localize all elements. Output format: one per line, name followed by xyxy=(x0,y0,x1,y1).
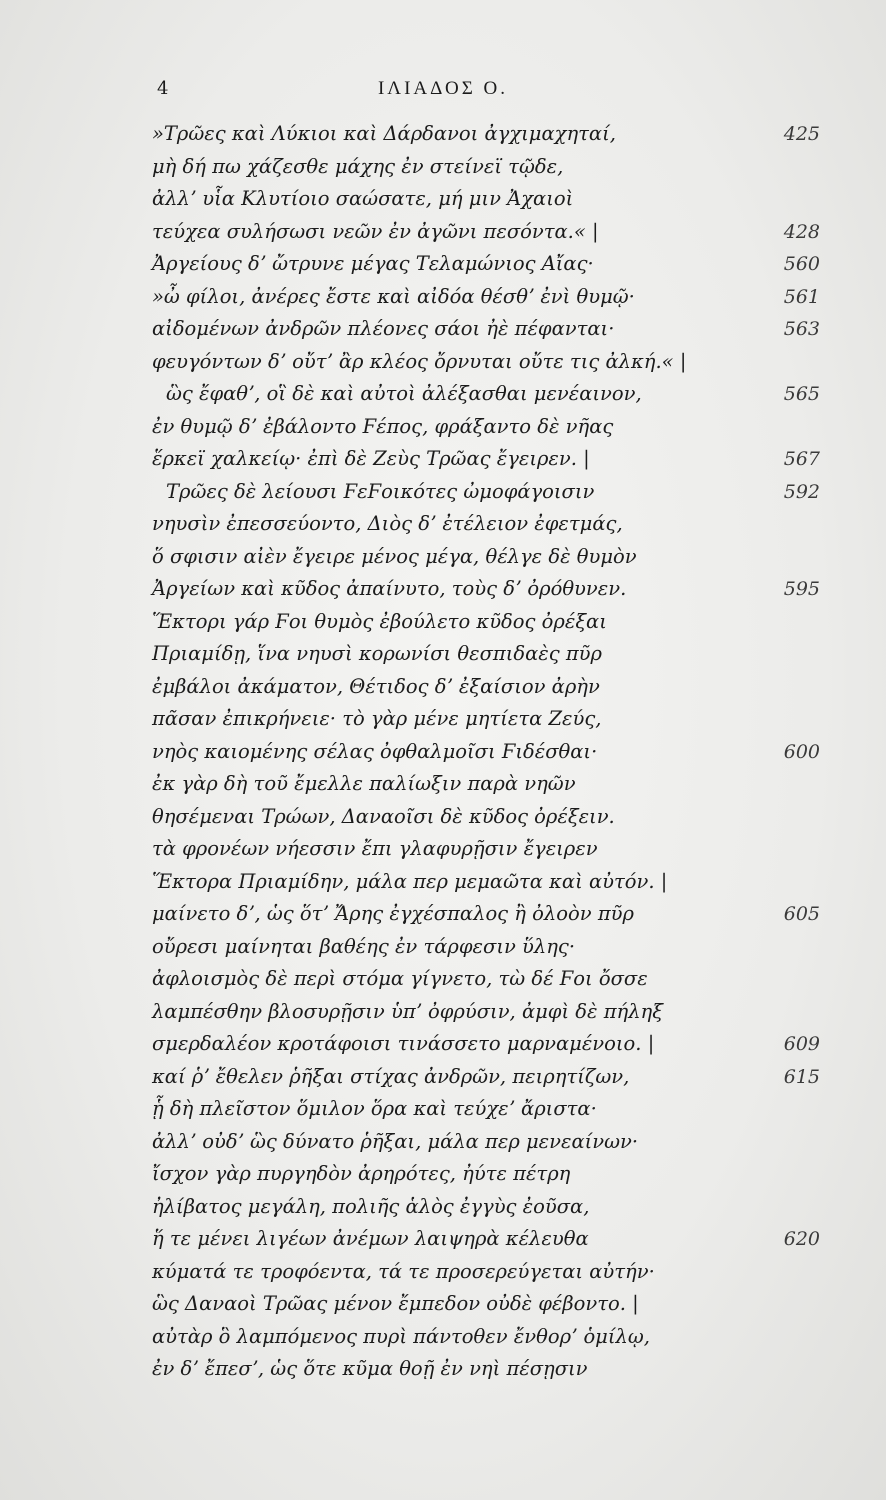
verse-line xyxy=(0,1126,886,1159)
verse-text: νηυσὶν ἐπεσσεύοντο, Διὸς δʼ ἐτέλειον ἐφετμάς, xyxy=(152,512,623,535)
verse-line xyxy=(0,866,886,899)
verse-line xyxy=(0,313,886,346)
verse-line xyxy=(0,216,886,249)
verse-text: αὐτὰρ ὃ λαμπόμενος πυρὶ πάντοθεν ἔνθορʼ ὁμίλῳ, xyxy=(152,1324,650,1348)
verse-text: αἰδομένων ἀνδρῶν πλέονες σάοι ἠὲ πέφανται· xyxy=(152,317,615,340)
verse-text: ἐμβάλοι ἀκάματον, Θέτιδος δʼ ἐξαίσιον ἀρὴν xyxy=(152,674,600,698)
verse-text: ᾗ δὴ πλεῖστον ὅμιλον ὅρα καὶ τεύχεʼ ἄριστα· xyxy=(152,1097,597,1120)
running-title: ΙΛΙΑΔΟΣ Ο. xyxy=(377,78,509,99)
verse-text: Ἀργείων καὶ κῦδος ἀπαίνυτο, τοὺς δʼ ὀρόθυνεν. xyxy=(152,577,627,600)
verse-text: ἥ τε μένει λιγέων ἀνέμων λαιψηρὰ κέλευθα xyxy=(152,1227,589,1250)
verse-text: σμερδαλέον κροτάφοισι τινάσσετο μαρναμένοιο. | xyxy=(152,1032,655,1055)
verse-line xyxy=(0,703,886,736)
page-number: 4 xyxy=(157,78,169,99)
verse-line xyxy=(0,573,886,606)
verse-text: τὰ φρονέων νήεσσιν ἔπι γλαφυρῇσιν ἔγειρεν xyxy=(152,837,598,860)
verse-line xyxy=(0,671,886,704)
verse-text: φευγόντων δʼ οὔτʼ ἂρ κλέος ὄρνυται οὔτε τις ἀλκή.« | xyxy=(152,349,687,373)
verse-line xyxy=(0,411,886,444)
verse-text: ἠλίβατος μεγάλη, πολιῆς ἁλὸς ἐγγὺς ἐοῦσα, xyxy=(152,1194,590,1218)
verse-number: 565 xyxy=(783,383,820,405)
verse-line xyxy=(0,931,886,964)
verse-line xyxy=(0,183,886,216)
verse-number: 600 xyxy=(783,740,820,763)
verse-text: οὔρεσι μαίνηται βαθέης ἐν τάρφεσιν ὕλης· xyxy=(152,934,576,958)
verse-line xyxy=(0,508,886,541)
verse-line xyxy=(0,1061,886,1094)
verse-line xyxy=(0,346,886,379)
verse-number: 425 xyxy=(783,123,820,145)
verse-text: ἕρκεϊ χαλκείῳ· ἐπὶ δὲ Ζεὺς Τρῶας ἔγειρεν. | xyxy=(152,447,590,470)
verse-text: Τρῶες δὲ λείουσι ϜεϜοικότες ὠμοφάγοισιν xyxy=(166,479,595,503)
verse-number: 561 xyxy=(783,285,820,308)
verse-text: ἴσχον γὰρ πυργηδὸν ἀρηρότες, ἠύτε πέτρη xyxy=(152,1162,571,1185)
verse-number: 595 xyxy=(783,578,820,600)
verse-text: καί ῥʼ ἔθελεν ῥῆξαι στίχας ἀνδρῶν, πειρητίζων, xyxy=(152,1064,630,1088)
verse-text: κύματά τε τροφόεντα, τά τε προσερεύγεται αὐτήν· xyxy=(152,1259,655,1283)
verse-line xyxy=(0,118,886,151)
verse-line xyxy=(0,996,886,1029)
verse-text: ἀλλʼ υἷα Κλυτίοιο σαώσατε, μή μιν Ἀχαιοὶ xyxy=(152,187,574,210)
verse-text: θησέμεναι Τρώων, Δαναοῖσι δὲ κῦδος ὀρέξειν. xyxy=(152,804,615,828)
verse-text: Ἀργείους δʼ ὤτρυνε μέγας Τελαμώνιος Αἴας· xyxy=(152,252,594,275)
verse-number: 560 xyxy=(783,253,820,275)
verse-line xyxy=(0,898,886,931)
verse-text: ὣς Δαναοὶ Τρῶας μένον ἔμπεδον οὐδὲ φέβοντο. | xyxy=(152,1292,639,1315)
verse-line xyxy=(0,378,886,411)
verse-line xyxy=(0,248,886,281)
verse-line xyxy=(0,963,886,996)
verse-line xyxy=(0,1353,886,1386)
verse-line xyxy=(0,476,886,509)
verse-line xyxy=(0,833,886,866)
verse-text: πᾶσαν ἐπικρήνειε· τὸ γὰρ μένε μητίετα Ζεύς, xyxy=(152,707,602,730)
verse-text: τεύχεα συλήσωσι νεῶν ἐν ἀγῶνι πεσόντα.« | xyxy=(152,219,599,243)
verse-text: Ἕκτορα Πριαμίδην, μάλα περ μεμαῶτα καὶ αὐτόν. | xyxy=(152,869,668,893)
verse-text: ὣς ἔφαθʼ, οἳ δὲ καὶ αὐτοὶ ἀλέξασθαι μενέαινον, xyxy=(166,382,642,405)
verse-line xyxy=(0,1321,886,1354)
verse-number: 428 xyxy=(783,220,820,243)
verse-line xyxy=(0,638,886,671)
verse-text: ἀλλʼ οὐδʼ ὣς δύνατο ῥῆξαι, μάλα περ μενεαίνων· xyxy=(152,1129,639,1153)
verse-line xyxy=(0,1191,886,1224)
verse-text: μὴ δή πω χάζεσθε μάχης ἐν στείνεϊ τῷδε, xyxy=(152,154,564,178)
verse-line xyxy=(0,736,886,769)
verse-line xyxy=(0,801,886,834)
verse-number: 563 xyxy=(783,318,820,340)
verse-line xyxy=(0,443,886,476)
verse-text: Ἕκτορι γάρ Ϝοι θυμὸς ἐβούλετο κῦδος ὀρέξαι xyxy=(152,609,607,633)
verse-number: 605 xyxy=(783,903,820,925)
verse-line xyxy=(0,606,886,639)
verse-number: 592 xyxy=(783,480,820,503)
verse-line xyxy=(0,1028,886,1061)
verse-line xyxy=(0,1093,886,1126)
verse-text: ὅ σφισιν αἰὲν ἔγειρε μένος μέγα, θέλγε δὲ θυμὸν xyxy=(152,544,637,568)
verse-text: μαίνετο δʼ, ὡς ὅτʼ Ἄρης ἐγχέσπαλος ἢ ὀλοὸν πῦρ xyxy=(152,902,634,925)
verse-text: ἐν δʼ ἔπεσʼ, ὡς ὅτε κῦμα θοῇ ἐν νηὶ πέσῃσιν xyxy=(152,1357,588,1380)
verse-text: ἐν θυμῷ δʼ ἐβάλοντο Ϝέπος, φράξαντο δὲ νῆας xyxy=(152,414,614,438)
verse-line xyxy=(0,1256,886,1289)
verse-number: 620 xyxy=(783,1228,820,1250)
verse-text: λαμπέσθην βλοσυρῇσιν ὑπʼ ὀφρύσιν, ἀμφὶ δὲ πήληξ xyxy=(152,999,663,1023)
verse-number: 615 xyxy=(783,1065,820,1088)
verse-text: νηὸς καιομένης σέλας ὀφθαλμοῖσι Ϝιδέσθαι· xyxy=(152,739,598,763)
verse-text: ἐκ γὰρ δὴ τοῦ ἔμελλε παλίωξιν παρὰ νηῶν xyxy=(152,772,576,795)
verse-text: »ὦ φίλοι, ἀνέρες ἔστε καὶ αἰδόα θέσθʼ ἐνὶ θυμῷ· xyxy=(152,284,635,308)
verse-line xyxy=(0,281,886,314)
verse-text: Πριαμίδῃ, ἵνα νηυσὶ κορωνίσι θεσπιδαὲς πῦρ xyxy=(152,642,602,665)
verse-line xyxy=(0,768,886,801)
verse-list xyxy=(0,118,886,1386)
verse-line xyxy=(0,541,886,574)
verse-number: 609 xyxy=(783,1033,820,1055)
verse-number: 567 xyxy=(783,448,820,470)
verse-line xyxy=(0,151,886,184)
verse-line xyxy=(0,1223,886,1256)
verse-line xyxy=(0,1288,886,1321)
verse-line xyxy=(0,1158,886,1191)
verse-text: ἀφλοισμὸς δὲ περὶ στόμα γίγνετο, τὼ δέ Ϝοι ὄσσε xyxy=(152,967,648,990)
verse-text: »Τρῶες καὶ Λύκιοι καὶ Δάρδανοι ἀγχιμαχηταί, xyxy=(152,122,616,145)
